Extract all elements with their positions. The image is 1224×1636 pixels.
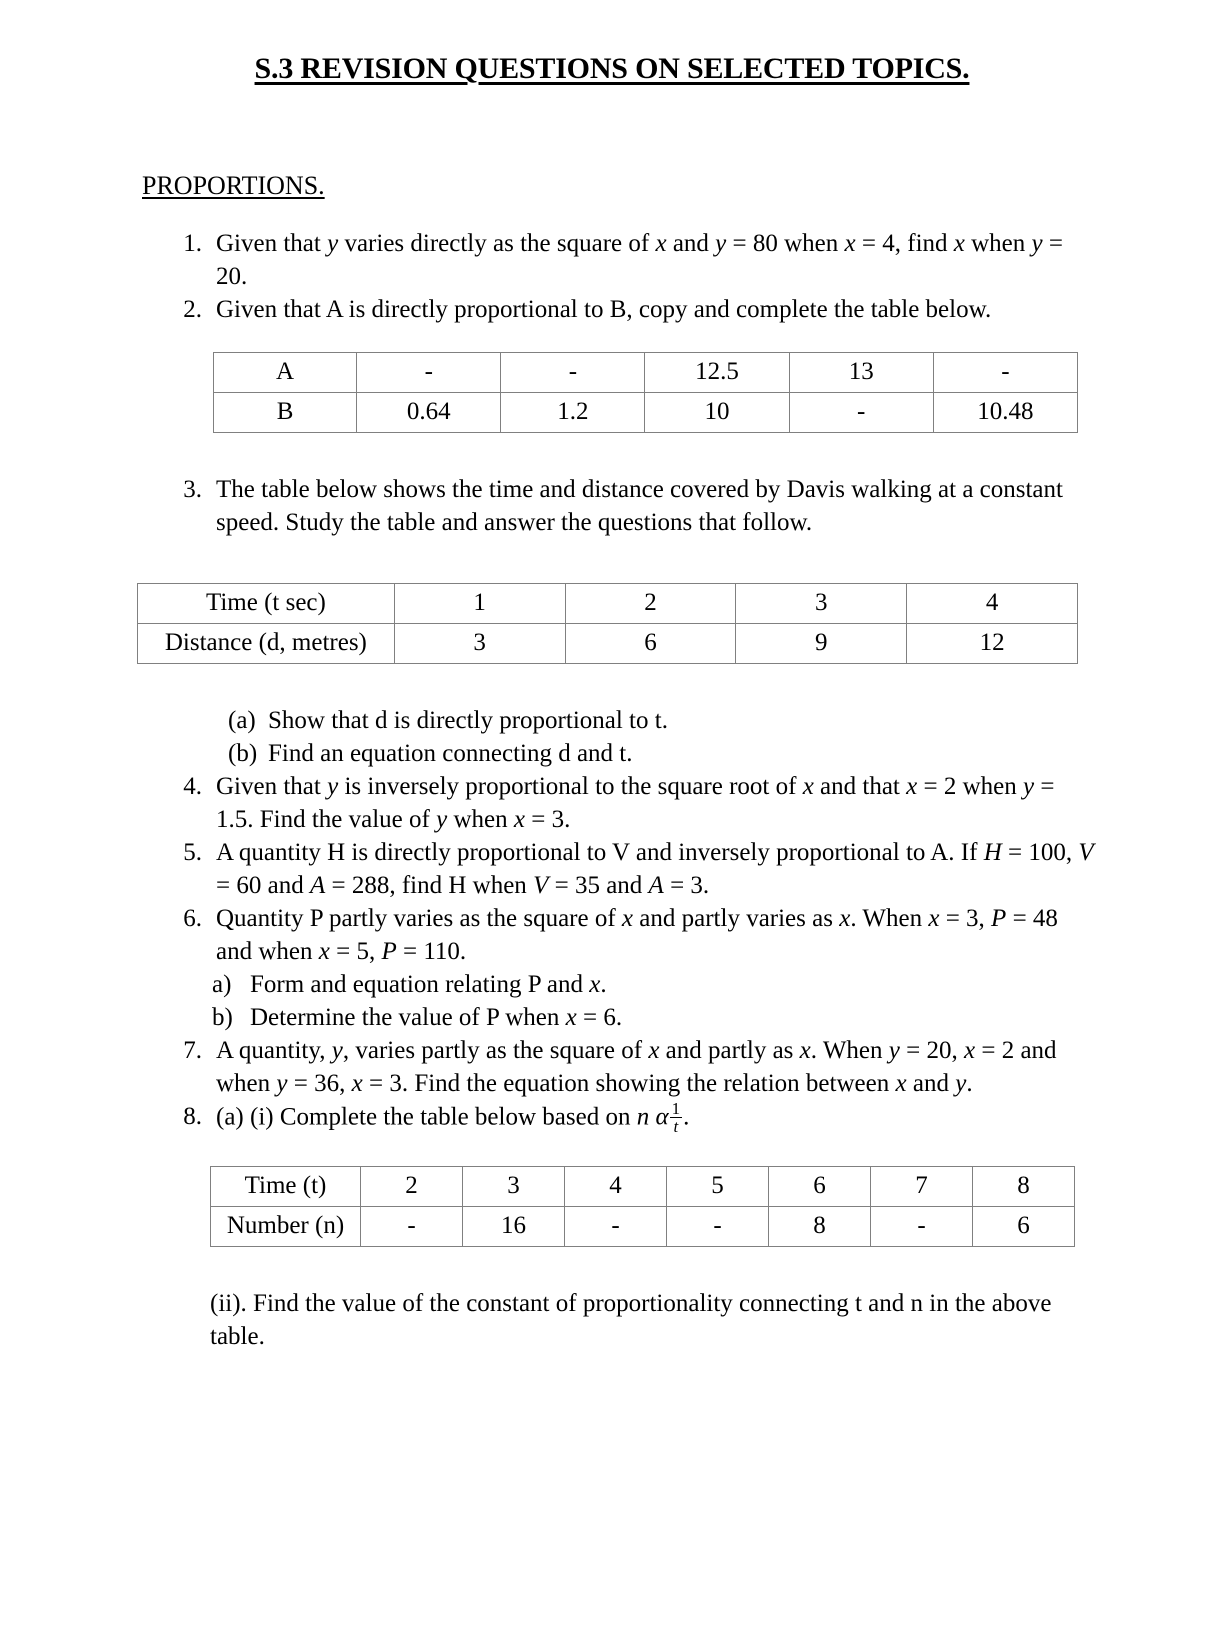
q4-var-y1: y bbox=[327, 772, 339, 800]
table-tn-time-5: 6 bbox=[769, 1166, 871, 1206]
table-ab-a-4: 13 bbox=[789, 352, 933, 392]
table-ab-a-3: 12.5 bbox=[645, 352, 789, 392]
question-number-4: 4. bbox=[183, 772, 202, 800]
q1-seg-f: when bbox=[964, 229, 1032, 257]
question-3-part-a-label: (a) bbox=[228, 706, 256, 734]
table-tn-time-3: 4 bbox=[565, 1166, 667, 1206]
q1-seg-g: = 20. bbox=[216, 229, 1063, 290]
q1-var-y1: y bbox=[327, 229, 339, 257]
q5-var-a1: A bbox=[309, 871, 326, 899]
table-tn-number-2: 16 bbox=[463, 1206, 565, 1246]
q5-seg-f: = 3. bbox=[663, 871, 710, 899]
table-row bbox=[211, 1166, 1075, 1206]
question-item-8 bbox=[176, 1100, 1096, 1136]
question-8-part-ii: (ii). Find the value of the constant of proportionality connecting t and n in the above table. bbox=[210, 1289, 1052, 1350]
table-tn-rowhead-time: Time (t) bbox=[211, 1166, 361, 1206]
table-tn-rowhead-number: Number (n) bbox=[211, 1206, 361, 1246]
fraction-one-over-t bbox=[670, 1100, 683, 1136]
q4-var-y3: y bbox=[436, 805, 448, 833]
section-heading-proportions bbox=[142, 171, 1224, 201]
question-6-part-b-text bbox=[250, 1001, 622, 1034]
q4-var-y2: y bbox=[1023, 772, 1035, 800]
q6b-var-x: x bbox=[565, 1003, 577, 1031]
question-6-part-a bbox=[212, 968, 1096, 1001]
q6b-seg-a: Determine the value of P when bbox=[250, 1003, 566, 1031]
table-tn-time-7: 8 bbox=[973, 1166, 1075, 1206]
table-tn-time-6: 7 bbox=[871, 1166, 973, 1206]
question-text-8 bbox=[216, 1100, 1096, 1136]
q6-seg-d: = 3, bbox=[939, 904, 992, 932]
q6b-seg-b: = 6. bbox=[576, 1003, 623, 1031]
q6-seg-a: Quantity P partly varies as the square of bbox=[216, 904, 622, 932]
question-text-7 bbox=[216, 1034, 1096, 1100]
q8-seg-a: (a) (i) Complete the table below based on bbox=[216, 1103, 637, 1131]
table-tn-time-4: 5 bbox=[667, 1166, 769, 1206]
question-3-part-a-text: Show that d is directly proportional to t. bbox=[268, 706, 668, 734]
q1-var-x3: x bbox=[953, 229, 965, 257]
q4-seg-c: and that bbox=[813, 772, 907, 800]
q1-seg-c: and bbox=[666, 229, 716, 257]
table-td-distance-2: 6 bbox=[565, 623, 736, 663]
q7-var-y2: y bbox=[888, 1036, 900, 1064]
q5-var-a2: A bbox=[648, 871, 664, 899]
q4-seg-g: = 3. bbox=[524, 805, 571, 833]
question-item-6 bbox=[176, 902, 1096, 968]
q1-var-y2: y bbox=[715, 229, 727, 257]
table-ab-b-2: 1.2 bbox=[501, 392, 645, 432]
table-tn-number-4: - bbox=[667, 1206, 769, 1246]
table-ab-a-2: - bbox=[501, 352, 645, 392]
q6-var-x1: x bbox=[621, 904, 634, 932]
q6a-var-x: x bbox=[589, 970, 601, 998]
q5-seg-b: = 100, bbox=[1001, 838, 1079, 866]
q6-seg-c: . When bbox=[850, 904, 929, 932]
q4-var-x2: x bbox=[906, 772, 918, 800]
q7-var-x2: x bbox=[799, 1036, 811, 1064]
q5-var-v1: V bbox=[1078, 838, 1094, 866]
q6-seg-e: = 48 and when bbox=[216, 904, 1058, 965]
q1-var-x1: x bbox=[655, 229, 667, 257]
q6a-seg-a: Form and equation relating P and bbox=[250, 970, 590, 998]
table-time-distance bbox=[137, 583, 1078, 664]
q7-var-y3: y bbox=[276, 1069, 288, 1097]
table-td-time-1: 1 bbox=[394, 583, 565, 623]
table-ab-b-5: 10.48 bbox=[933, 392, 1077, 432]
table-td-time-3: 3 bbox=[736, 583, 907, 623]
question-item-5 bbox=[176, 836, 1096, 902]
question-item-1 bbox=[176, 227, 1096, 293]
table-tn-time-2: 3 bbox=[463, 1166, 565, 1206]
q4-var-x3: x bbox=[513, 805, 525, 833]
q4-seg-f: when bbox=[447, 805, 514, 833]
table-ab-b-3: 10 bbox=[645, 392, 789, 432]
q8-alpha-symbol: α bbox=[655, 1103, 669, 1131]
q7-seg-b: , varies partly as the square of bbox=[342, 1036, 649, 1064]
table-td-distance-4: 12 bbox=[907, 623, 1078, 663]
q1-var-x2: x bbox=[844, 229, 856, 257]
table-row bbox=[138, 623, 1078, 663]
table-row bbox=[211, 1206, 1075, 1246]
q5-var-h: H bbox=[983, 838, 1002, 866]
q7-seg-g: = 36, bbox=[287, 1069, 352, 1097]
q6a-seg-b: . bbox=[600, 970, 607, 998]
fraction-denominator: t bbox=[673, 1117, 679, 1137]
question-item-4 bbox=[176, 770, 1096, 836]
q7-var-x5: x bbox=[895, 1069, 907, 1097]
question-text-6 bbox=[216, 902, 1096, 968]
question-3-part-a bbox=[228, 704, 1096, 737]
question-item-2 bbox=[176, 293, 1096, 326]
q6-var-x3: x bbox=[928, 904, 940, 932]
q4-seg-b: is inversely proportional to the square root of bbox=[338, 772, 803, 800]
question-6-part-b bbox=[212, 1001, 1096, 1034]
q7-seg-i: and bbox=[906, 1069, 956, 1097]
q6-var-x4: x bbox=[318, 937, 330, 965]
question-number-8: 8. bbox=[183, 1102, 202, 1130]
question-3-part-b-text: Find an equation connecting d and t. bbox=[268, 739, 633, 767]
table-row bbox=[214, 352, 1078, 392]
q4-seg-e: = 1.5. Find the value of bbox=[216, 772, 1055, 833]
q6-seg-g: = 110. bbox=[396, 937, 467, 965]
q1-seg-b: varies directly as the square of bbox=[338, 229, 656, 257]
question-6-part-a-text bbox=[250, 968, 607, 1001]
question-text-1 bbox=[216, 227, 1096, 293]
q1-seg-a: Given that bbox=[216, 229, 328, 257]
q7-var-x4: x bbox=[351, 1069, 363, 1097]
q7-seg-e: = 20, bbox=[899, 1036, 964, 1064]
q5-var-v2: V bbox=[533, 871, 549, 899]
q1-seg-d: = 80 when bbox=[726, 229, 845, 257]
fraction-numerator: 1 bbox=[671, 1098, 681, 1118]
question-6-part-b-label: b) bbox=[212, 1003, 233, 1031]
table-td-distance-3: 9 bbox=[736, 623, 907, 663]
table-td-time-2: 2 bbox=[565, 583, 736, 623]
q7-var-y1: y bbox=[331, 1036, 343, 1064]
table-ab-b-4: - bbox=[789, 392, 933, 432]
question-number-5: 5. bbox=[183, 838, 202, 866]
q7-seg-h: = 3. Find the equation showing the relation between bbox=[362, 1069, 896, 1097]
question-number-2: 2. bbox=[183, 295, 202, 323]
table-td-distance-1: 3 bbox=[394, 623, 565, 663]
question-text-3: The table below shows the time and distance covered by Davis walking at a constant speed. Study the table and answer the questions that follow. bbox=[216, 475, 1063, 536]
q5-seg-d: = 288, find H when bbox=[325, 871, 534, 899]
table-a-b bbox=[213, 352, 1078, 433]
table-tn-time-1: 2 bbox=[361, 1166, 463, 1206]
question-item-3 bbox=[176, 473, 1096, 539]
q6-var-p2: P bbox=[381, 937, 397, 965]
q1-seg-e: = 4, find bbox=[855, 229, 954, 257]
page-title bbox=[0, 52, 1224, 85]
q6-seg-f: = 5, bbox=[329, 937, 382, 965]
q7-seg-d: . When bbox=[810, 1036, 889, 1064]
question-text-2: Given that A is directly proportional to B, copy and complete the table below. bbox=[216, 295, 992, 323]
q6-var-x2: x bbox=[839, 904, 851, 932]
table-td-time-4: 4 bbox=[907, 583, 1078, 623]
table-td-rowhead-time: Time (t sec) bbox=[138, 583, 395, 623]
q4-var-x1: x bbox=[802, 772, 814, 800]
q5-seg-a: A quantity H is directly proportional to V and inversely proportional to A. If bbox=[216, 838, 984, 866]
table-ab-b-1: 0.64 bbox=[357, 392, 501, 432]
question-number-3: 3. bbox=[183, 475, 202, 503]
table-row bbox=[214, 392, 1078, 432]
table-tn-number-1: - bbox=[361, 1206, 463, 1246]
question-number-6: 6. bbox=[183, 904, 202, 932]
q7-var-x3: x bbox=[963, 1036, 976, 1064]
question-item-7 bbox=[176, 1034, 1096, 1100]
q8-seg-b: . bbox=[683, 1103, 690, 1131]
question-text-4 bbox=[216, 770, 1096, 836]
question-3-part-b-label: (b) bbox=[228, 739, 258, 767]
q7-seg-c: and partly as bbox=[659, 1036, 800, 1064]
q5-seg-c: = 60 and bbox=[216, 871, 310, 899]
q4-seg-a: Given that bbox=[216, 772, 328, 800]
document-page bbox=[0, 52, 1224, 1636]
q6-seg-b: and partly varies as bbox=[633, 904, 840, 932]
table-row bbox=[138, 583, 1078, 623]
table-tn-number-5: 8 bbox=[769, 1206, 871, 1246]
table-ab-a-5: - bbox=[933, 352, 1077, 392]
page-title-text: S.3 REVISION QUESTIONS ON SELECTED TOPICS. bbox=[254, 52, 970, 85]
q1-var-y3: y bbox=[1031, 229, 1043, 257]
table-ab-a-1: - bbox=[357, 352, 501, 392]
q7-seg-f: = 2 and when bbox=[216, 1036, 1057, 1097]
table-time-number bbox=[210, 1166, 1075, 1247]
question-6-part-a-label: a) bbox=[212, 970, 232, 998]
q7-seg-a: A quantity, bbox=[216, 1036, 332, 1064]
table-tn-number-7: 6 bbox=[973, 1206, 1075, 1246]
q8-var-n: n bbox=[636, 1103, 650, 1131]
table-td-rowhead-distance: Distance (d, metres) bbox=[138, 623, 395, 663]
table-ab-rowhead-a: A bbox=[214, 352, 357, 392]
q7-var-y4: y bbox=[955, 1069, 967, 1097]
table-tn-number-3: - bbox=[565, 1206, 667, 1246]
q7-seg-j: . bbox=[966, 1069, 973, 1097]
q4-seg-d: = 2 when bbox=[917, 772, 1023, 800]
q7-var-x1: x bbox=[648, 1036, 660, 1064]
question-number-1: 1. bbox=[183, 229, 202, 257]
question-text-5 bbox=[216, 836, 1096, 902]
table-tn-number-6: - bbox=[871, 1206, 973, 1246]
q5-seg-e: = 35 and bbox=[548, 871, 649, 899]
question-3-part-b bbox=[228, 737, 1096, 770]
table-ab-rowhead-b: B bbox=[214, 392, 357, 432]
section-heading-text: PROPORTIONS. bbox=[142, 171, 325, 200]
question-number-7: 7. bbox=[183, 1036, 202, 1064]
questions-list bbox=[0, 227, 1224, 326]
q6-var-p1: P bbox=[991, 904, 1007, 932]
